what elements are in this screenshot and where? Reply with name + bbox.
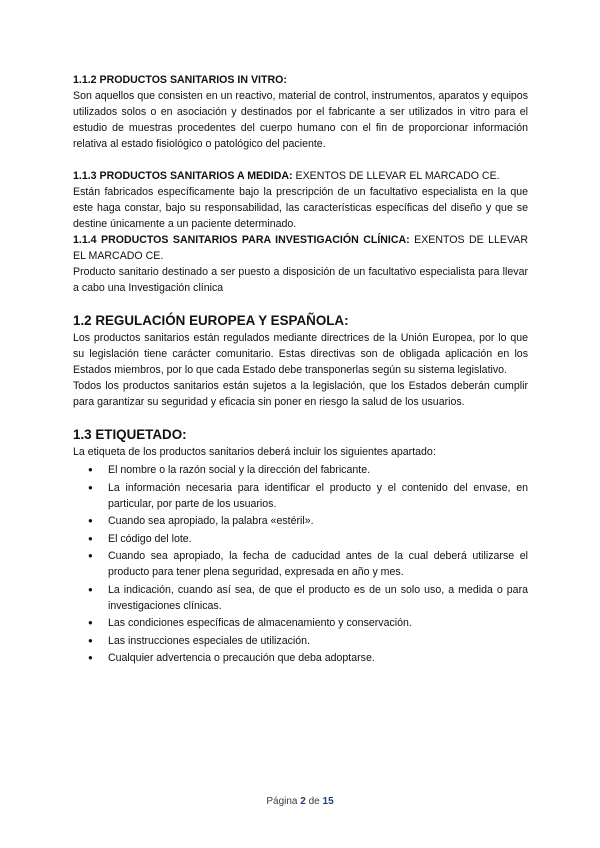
label-requirements-list: [73, 462, 528, 666]
section-heading-1-1-2: 1.1.2 PRODUCTOS SANITARIOS IN VITRO:: [73, 74, 287, 86]
page-of-label: de: [308, 796, 320, 807]
page-footer: [0, 796, 600, 807]
section-body-1-1-3: Están fabricados específicamente bajo la prescripción de un facultativo especialista en la que este haga constar, bajo su responsabilidad, las características específicas del diseño y que se destine únicamente a un paciente determinado.: [73, 186, 528, 230]
list-item: ● El nombre o la razón social y la dirección del fabricante.: [108, 462, 528, 478]
list-item: ● Las instrucciones especiales de utilización.: [108, 633, 528, 649]
section-body-1-1-2: Son aquellos que consisten en un reactivo, material de control, instrumentos, aparatos y equipos utilizados solos o en asociación y destinados por el fabricante a ser utilizados in vitro para el estudio de muestras procedentes del cuerpo humano con el fin de proporcionar información relativa al estado fisiológico o patológico del paciente.: [73, 90, 528, 150]
list-item: ● Las condiciones específicas de almacenamiento y conservación.: [108, 615, 528, 631]
section-heading-1-1-3: 1.1.3 PRODUCTOS SANITARIOS A MEDIDA:: [73, 170, 293, 182]
list-item: ● La información necesaria para identificar el producto y el contenido del envase, en particular, por parte de los usuarios.: [108, 480, 528, 512]
page-number: 2: [300, 796, 306, 807]
list-item: ● Cualquier advertencia o precaución que deba adoptarse.: [108, 650, 528, 666]
list-item: ● Cuando sea apropiado, la palabra «estéril».: [108, 513, 528, 529]
section-body-1-2-para2: Todos los productos sanitarios están sujetos a la legislación, que los Estados deberán cumplir para garantizar su seguridad y eficacia sin poner en riesgo la salud de los usuarios.: [73, 380, 528, 408]
page-label: Página: [266, 796, 298, 807]
section-heading-1-3: 1.3 ETIQUETADO:: [73, 427, 187, 442]
section-1-1-4-title-line: [73, 232, 528, 264]
list-item: ● El código del lote.: [108, 531, 528, 547]
section-1-1-3-title-line: [73, 168, 528, 184]
list-item: ● Cuando sea apropiado, la fecha de caducidad antes de la cual deberá utilizarse el producto para tener plena seguridad, expresada en año y mes.: [108, 548, 528, 580]
section-body-1-1-4: Producto sanitario destinado a ser puesto a disposición de un facultativo especialista para llevar a cabo una Investigación clínica: [73, 266, 528, 294]
section-note-1-1-4: EXENTOS DE LLEVAR EL MARCADO CE.: [73, 234, 528, 262]
section-heading-1-1-4: 1.1.4 PRODUCTOS SANITARIOS PARA INVESTIGACIÓN CLÍNICA:: [73, 234, 410, 246]
document-page: [73, 72, 528, 668]
section-heading-1-2: 1.2 REGULACIÓN EUROPEA Y ESPAÑOLA:: [73, 313, 349, 328]
section-intro-1-3: La etiqueta de los productos sanitarios deberá incluir los siguientes apartado:: [73, 446, 436, 458]
list-item: ● La indicación, cuando así sea, de que el producto es de un solo uso, a medida o para investigaciones clínicas.: [108, 582, 528, 614]
section-note-1-1-3: EXENTOS DE LLEVAR EL MARCADO CE.: [292, 170, 500, 182]
section-body-1-2-para1: Los productos sanitarios están regulados mediante directrices de la Unión Europea, por lo que su legislación tiene carácter comunitario. Estas directivas son de obligada aplicación en los Estados miembros, por lo que cada Estado debe transponerlas según su sistema legislativo.: [73, 332, 528, 376]
page-total: 15: [322, 796, 334, 807]
